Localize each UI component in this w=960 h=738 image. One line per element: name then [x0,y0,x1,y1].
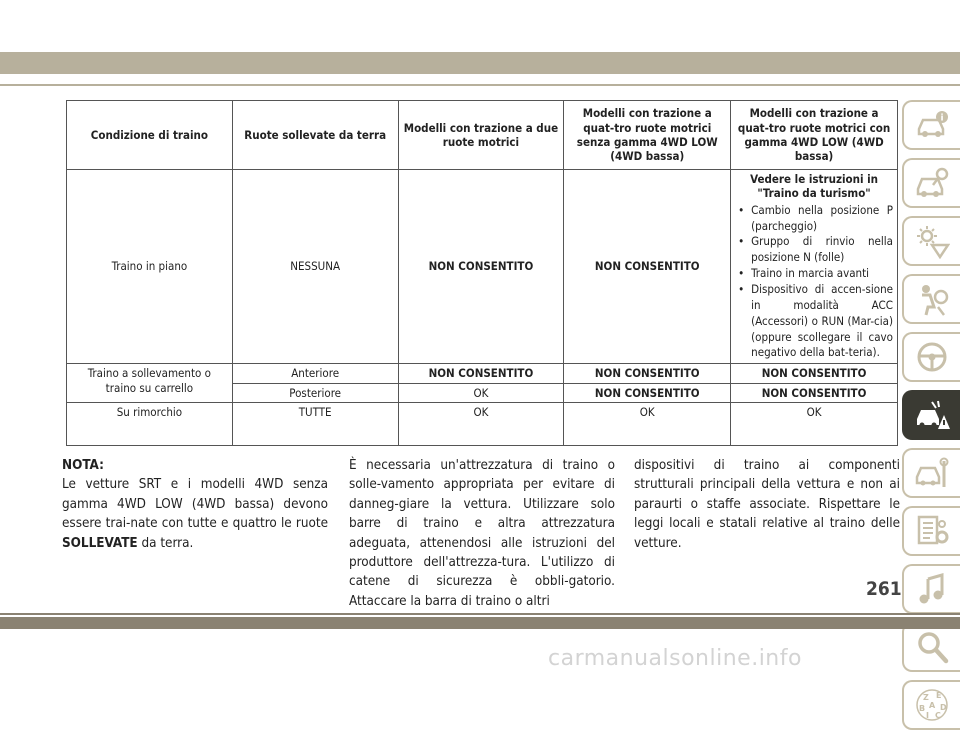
car-info-icon [914,107,950,143]
airbag-safety-icon [914,281,950,317]
tab-language[interactable] [902,680,960,730]
header-band [0,52,960,74]
header-condition: Condizione di traino [67,101,233,170]
tab-multimedia[interactable] [902,564,960,614]
cell-4wd-no-low: OK [564,403,731,446]
search-index-icon [914,629,950,665]
note-emphasis: SOLLEVATE [62,535,138,551]
cell-wheels: TUTTE [232,403,398,446]
cell-2wd: NON CONSENTITO [398,170,564,364]
dashboard-warning-icon [914,223,950,259]
list-item: • Cambio nella posizione P (parcheggio) [735,203,893,235]
technical-specs-icon [914,513,950,549]
footer-rule [0,613,960,615]
note-text: Le vetture SRT e i modelli 4WD senza gamma 4WD LOW (4WD bassa) devono essere trai-nate con tutte e quattro le ruote [62,477,328,532]
tab-airbag-safety[interactable] [902,274,960,324]
svg-text:A: A [929,701,936,710]
watermark: carmanualsonline.info [548,646,802,671]
cell-instructions [731,170,898,364]
note-body [62,475,328,553]
tab-emergency[interactable] [902,390,960,440]
cell-4wd-low: NON CONSENTITO [731,364,898,383]
cell-condition: Traino a sollevamento o traino su carrello [67,364,233,403]
header-rule [0,84,960,86]
footer-band [0,617,960,629]
svg-text:D: D [940,703,947,712]
cell-2wd: OK [398,383,564,402]
tab-car-maintenance[interactable] [902,448,960,498]
text-column-2 [349,456,615,611]
page-number: 261 [866,578,902,600]
cell-2wd: NON CONSENTITO [398,364,564,383]
table-row [67,170,898,364]
instructions-list [735,203,893,362]
svg-text:Z: Z [923,693,929,702]
tab-dashboard-warning[interactable] [902,216,960,266]
tab-car-key[interactable] [902,158,960,208]
table-header-row [67,101,898,170]
list-item: • Gruppo di rinvio nella posizione N (folle) [735,234,893,266]
emergency-triangle-icon [914,397,950,433]
multimedia-icon [914,571,950,607]
car-key-icon [914,165,950,201]
tab-search-index[interactable] [902,622,960,672]
cell-2wd: OK [398,403,564,446]
cell-4wd-no-low: NON CONSENTITO [564,170,731,364]
svg-text:i: i [940,113,944,124]
header-wheels: Ruote sollevate da terra [232,101,398,170]
tab-car-info[interactable] [902,100,960,150]
note-title: NOTA: [62,458,104,473]
table-row [67,403,898,446]
list-item: • Traino in marcia avanti [735,266,893,282]
list-item: • Dispositivo di accen-sione in modalità ACC (Accessori) o RUN (Mar-cia) (oppure scollegare il cavo negativo della bat-teria). [735,282,893,361]
header-4wd-low: Modelli con trazione a quat-tro ruote motrici con gamma 4WD LOW (4WD bassa) [731,101,898,170]
header-2wd: Modelli con trazione a due ruote motrici [398,101,564,170]
body-paragraph: È necessaria un'attrezzatura di traino o solle-vamento appropriata per evitare di danneg-giare la vettura. Utilizzare solo barre di traino e altra attrezzatura adeguata, attenendosi alle istruzioni del produttore dell'attrezza-tura. L'utilizzo di catene di sicurezza è obbli-gatorio. Attaccare la barra di traino o altri [349,458,615,609]
cell-4wd-no-low: NON CONSENTITO [564,364,731,383]
chapter-tabs [902,100,960,738]
svg-text:B: B [919,704,926,713]
cell-wheels: NESSUNA [232,170,398,364]
cell-condition: Su rimorchio [67,403,233,446]
text-column-1 [62,456,328,553]
cell-wheels: Posteriore [232,383,398,402]
towing-table [66,100,898,446]
body-paragraph: dispositivi di traino ai componenti strutturali principali della vettura e non ai paraurti o staffe associate. Rispettare le leggi locali e statali relative al traino delle vetture. [634,458,900,551]
svg-text:C: C [935,711,941,720]
note-text-end: da terra. [137,535,194,551]
table-row [67,364,898,383]
tab-technical-specs[interactable] [902,506,960,556]
cell-wheels: Anteriore [232,364,398,383]
cell-condition: Traino in piano [67,170,233,364]
instructions-title: Vedere le istruzioni in "Traino da turismo" [750,172,879,201]
cell-4wd-low: NON CONSENTITO [731,383,898,402]
language-alphabet-icon [914,687,950,723]
tab-steering-wheel[interactable] [902,332,960,382]
svg-text:I: I [926,711,929,720]
header-4wd-no-low: Modelli con trazione a quat-tro ruote motrici senza gamma 4WD LOW (4WD bassa) [564,101,731,170]
text-column-3 [634,456,900,553]
steering-wheel-icon [914,339,950,375]
cell-4wd-low: OK [731,403,898,446]
svg-text:E: E [936,691,942,700]
cell-4wd-no-low: NON CONSENTITO [564,383,731,402]
car-maintenance-icon [914,455,950,491]
